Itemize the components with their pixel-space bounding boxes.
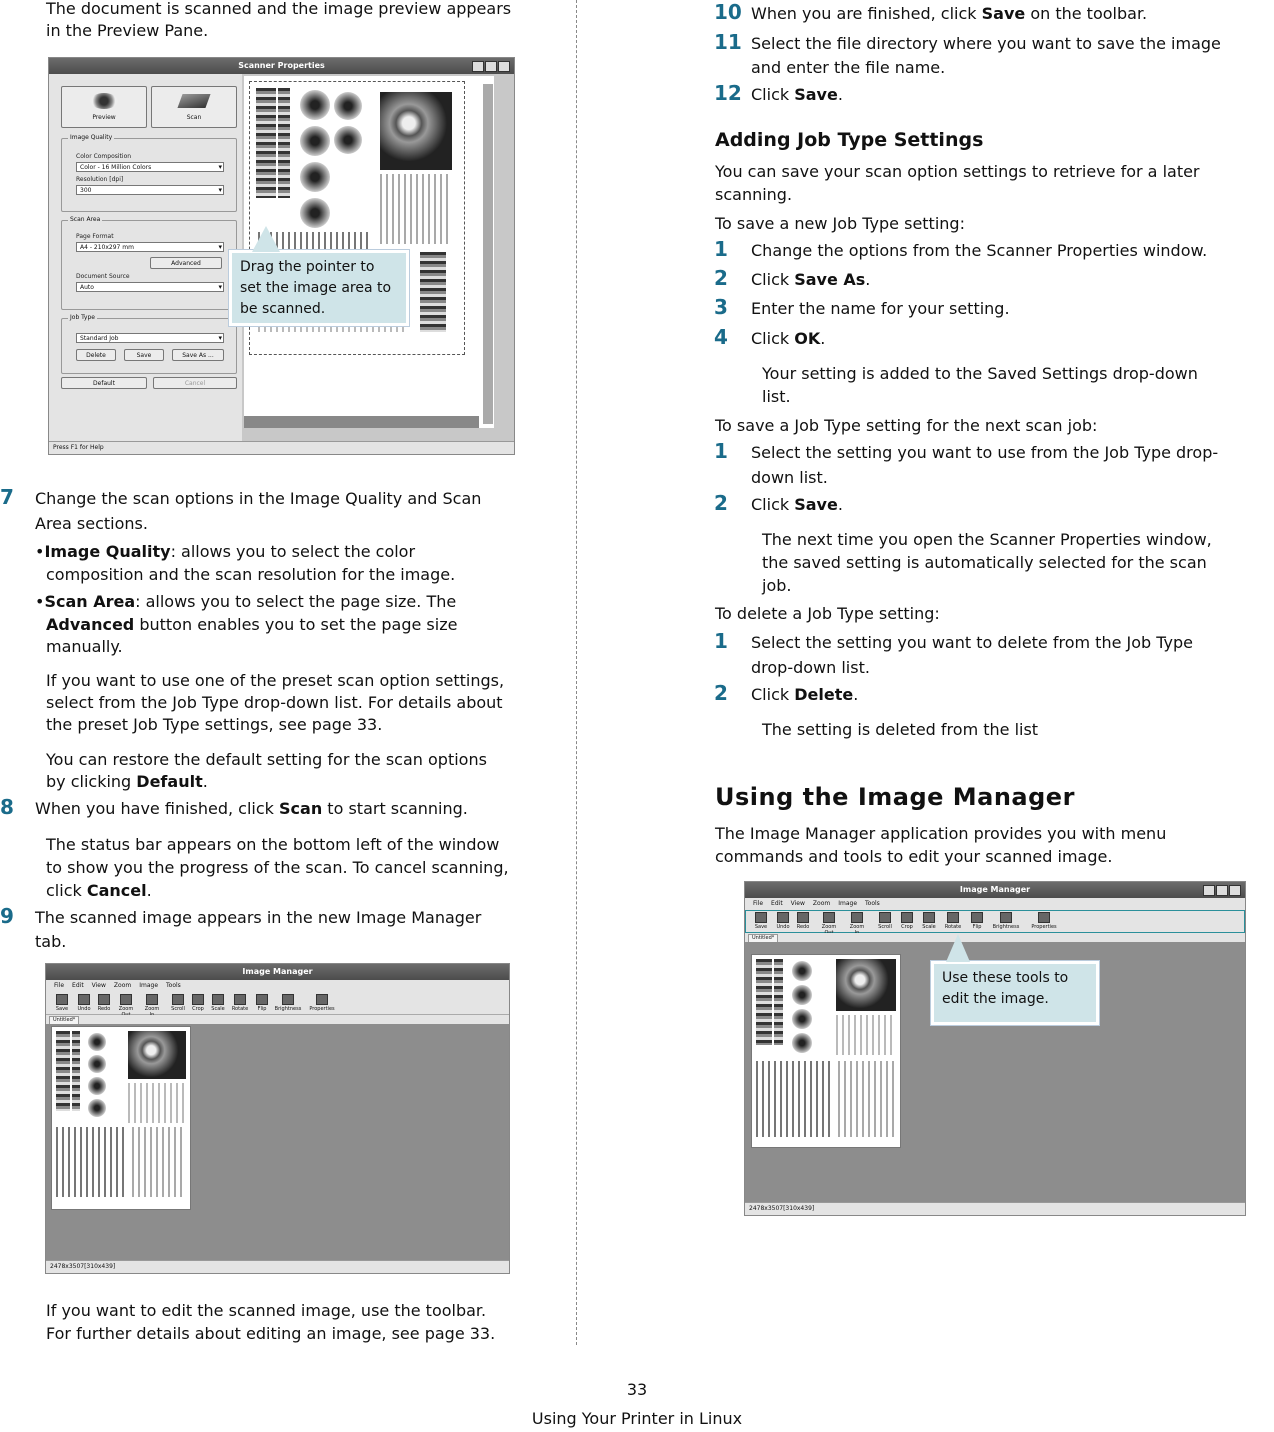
undo-tool-icon: Undo (773, 912, 793, 930)
statusbar-left: 2478x3507[310x439] (46, 1260, 509, 1273)
job-type-group: Job Type Standard Job ▾ Delete Save Save As ... (61, 318, 237, 374)
image-manager-screenshot-right (744, 881, 1246, 1216)
default-button: Default (61, 377, 147, 389)
page-number: 33 (626, 1380, 648, 1399)
scan-button: Scan (151, 86, 237, 128)
zoom-in-tool-icon: Zoom (142, 994, 162, 1012)
restore-line-2: by clicking Default. (46, 772, 208, 791)
save-next-step-1-number: 1 (714, 439, 728, 463)
save-next-step-2: Click Save. (751, 495, 843, 514)
step-9-line-2: tab. (35, 932, 67, 951)
statusbar-right: 2478x3507[310x439] (745, 1202, 1245, 1215)
step-7-line-2: Area sections. (35, 514, 148, 533)
delete-step-1-line-2: drop-down list. (751, 658, 870, 677)
step-8-text: When you have finished, click Scan to start scanning. (35, 799, 468, 818)
crop-tool-icon: Crop (188, 994, 208, 1012)
save-new-step-2: Click Save As. (751, 270, 871, 289)
save-new-step-3-number: 3 (714, 295, 728, 319)
scan-area-group: Scan Area Page Format A4 - 210x297 mm ▾ Advanced Document Source Auto ▾ (61, 220, 237, 310)
heading-using-image-manager: Using the Image Manager (715, 783, 1075, 811)
close-icon (498, 61, 510, 72)
to-delete: To delete a Job Type setting: (715, 604, 940, 623)
im-para-line-2: commands and tools to edit your scanned image. (715, 847, 1113, 866)
document-source-select: Auto ▾ (76, 282, 224, 292)
status-line-3: click Cancel. (46, 881, 152, 900)
menubar-left: File Edit View Zoom Image Tools (46, 980, 509, 992)
job-para-line-2: scanning. (715, 185, 793, 204)
color-composition-select: Color - 16 Million Colors ▾ (76, 162, 224, 172)
bullet-image-quality-line-2: composition and the scan resolution for the image. (46, 565, 456, 584)
step-7-line-1: Change the scan options in the Image Quality and Scan (35, 489, 482, 508)
intro-line-2: in the Preview Pane. (46, 21, 209, 40)
minimize-icon (1203, 885, 1215, 896)
maximize-icon (485, 61, 497, 72)
vertical-scrollbar (483, 84, 493, 424)
footer-title: Using Your Printer in Linux (531, 1409, 743, 1428)
step-10-text: When you are finished, click Save on the toolbar. (751, 4, 1148, 23)
deleted-note: The setting is deleted from the list (762, 720, 1039, 739)
toolbar-right (745, 910, 1245, 933)
save-next-step-1-line-1: Select the setting you want to use from the Job Type drop- (751, 443, 1219, 462)
advanced-button: Advanced (150, 257, 222, 269)
scroll-tool-icon: Scroll (168, 994, 188, 1012)
job-type-select: Standard Job ▾ (76, 333, 224, 343)
preset-line-1: If you want to use one of the preset scan option settings, (46, 671, 505, 690)
redo-tool-icon: Redo (793, 912, 813, 930)
save-button: Save (124, 349, 164, 361)
menubar-right: File Edit View Zoom Image Tools (745, 898, 1245, 910)
image-quality-group: Image Quality Color Composition Color - 16 Million Colors ▾ Resolution [dpi] 300 ▾ (61, 138, 237, 212)
restore-line-1: You can restore the default setting for the scan options (46, 750, 487, 769)
delete-step-1-line-1: Select the setting you want to delete from the Job Type (751, 633, 1194, 652)
crop-tool-icon: Crop (897, 912, 917, 930)
callout-pointer (252, 226, 280, 252)
step-7-number: 7 (0, 485, 14, 509)
minimize-icon (472, 61, 484, 72)
step-10-number: 10 (714, 0, 742, 24)
step-12-number: 12 (714, 81, 742, 105)
image-manager-screenshot-left (45, 963, 510, 1274)
zoom-out-tool-icon: Zoom (116, 994, 136, 1012)
image-manager-title-right: Image Manager (745, 882, 1245, 898)
scanned-image-right (751, 954, 901, 1148)
save-next-step-2-number: 2 (714, 491, 728, 515)
tabbar-left: Untitled* (46, 1015, 509, 1024)
cancel-button: Cancel (153, 377, 237, 389)
intro-line-1: The document is scanned and the image preview appears (46, 0, 512, 18)
step-9-number: 9 (0, 904, 14, 928)
image-manager-title-left: Image Manager (46, 964, 509, 980)
tools-callout: Use these tools to edit the image. (931, 961, 1099, 1025)
scale-tool-icon: Scale (919, 912, 939, 930)
eye-icon (90, 93, 118, 109)
next-time-line-1: The next time you open the Scanner Properties window, (762, 530, 1212, 549)
toolbar-left (46, 992, 509, 1015)
zoom-in-tool-icon: Zoom (847, 912, 867, 930)
edit-line-2: For further details about editing an image, see page 33. (46, 1324, 496, 1343)
save-tool-icon: Save (52, 994, 72, 1012)
rotate-tool-icon: Rotate (943, 912, 963, 930)
save-tool-icon: Save (751, 912, 771, 930)
scroll-tool-icon: Scroll (875, 912, 895, 930)
save-new-step-1: Change the options from the Scanner Properties window. (751, 241, 1208, 260)
im-para-line-1: The Image Manager application provides you with menu (715, 824, 1167, 843)
delete-button: Delete (76, 349, 116, 361)
redo-tool-icon: Redo (94, 994, 114, 1012)
resolution-select: 300 ▾ (76, 185, 224, 195)
step-11-line-2: and enter the file name. (751, 58, 946, 77)
preset-line-3: the preset Job Type settings, see page 33. (46, 715, 383, 734)
job-para-line-1: You can save your scan option settings to retrieve for a later (715, 162, 1200, 181)
added-line-1: Your setting is added to the Saved Settings drop-down (762, 364, 1198, 383)
brightness-tool-icon: Brightness (991, 912, 1021, 930)
page-format-select: A4 - 210x297 mm ▾ (76, 242, 224, 252)
flip-tool-icon: Flip (967, 912, 987, 930)
step-12-text: Click Save. (751, 85, 843, 104)
zoom-out-tool-icon: Zoom (819, 912, 839, 930)
save-new-step-3: Enter the name for your setting. (751, 299, 1010, 318)
properties-tool-icon: Properties (308, 994, 336, 1012)
to-save-new: To save a new Job Type setting: (715, 214, 965, 233)
heading-adding-job-type: Adding Job Type Settings (715, 129, 984, 151)
bullet-image-quality: •Image Quality: allows you to select the color (35, 542, 416, 561)
rotate-tool-icon: Rotate (230, 994, 250, 1012)
scanner-title: Scanner Properties (49, 58, 514, 74)
save-new-step-2-number: 2 (714, 266, 728, 290)
save-new-step-4-number: 4 (714, 325, 728, 349)
scanner-icon (177, 94, 210, 108)
bullet-scan-area: •Scan Area: allows you to select the page size. The (35, 592, 457, 611)
tools-callout-pointer (946, 934, 970, 962)
tabbar-right: Untitled* (745, 933, 1245, 942)
maximize-icon (1216, 885, 1228, 896)
step-8-number: 8 (0, 795, 14, 819)
delete-step-2-number: 2 (714, 681, 728, 705)
delete-step-2: Click Delete. (751, 685, 859, 704)
scanned-image-left (51, 1026, 191, 1210)
next-time-line-2: the saved setting is automatically selected for the scan (762, 553, 1207, 572)
save-next-step-1-line-2: down list. (751, 468, 828, 487)
brightness-tool-icon: Brightness (274, 994, 302, 1012)
preview-button: Preview (61, 86, 147, 128)
save-new-step-4: Click OK. (751, 329, 826, 348)
status-line-1: The status bar appears on the bottom left of the window (46, 835, 500, 854)
drag-pointer-callout: Drag the pointer to set the image area to be scanned. (229, 250, 409, 326)
scanner-statusbar: Press F1 for Help (49, 441, 514, 454)
delete-step-1-number: 1 (714, 629, 728, 653)
status-line-2: to show you the progress of the scan. To cancel scanning, (46, 858, 509, 877)
undo-tool-icon: Undo (74, 994, 94, 1012)
to-save-next: To save a Job Type setting for the next scan job: (715, 416, 1098, 435)
step-11-number: 11 (714, 30, 742, 54)
bullet-scan-area-line-2: Advanced button enables you to set the page size (46, 615, 458, 634)
step-9-line-1: The scanned image appears in the new Image Manager (35, 908, 482, 927)
added-line-2: list. (762, 387, 791, 406)
save-new-step-1-number: 1 (714, 237, 728, 261)
properties-tool-icon: Properties (1029, 912, 1059, 930)
bullet-scan-area-line-3: manually. (46, 637, 123, 656)
preset-line-2: select from the Job Type drop-down list. For details about (46, 693, 503, 712)
column-divider (576, 0, 577, 1345)
close-icon (1229, 885, 1241, 896)
step-11-line-1: Select the file directory where you want to save the image (751, 34, 1221, 53)
save-as-button: Save As ... (172, 349, 224, 361)
flip-tool-icon: Flip (252, 994, 272, 1012)
scale-tool-icon: Scale (208, 994, 228, 1012)
next-time-line-3: job. (762, 576, 792, 595)
edit-line-1: If you want to edit the scanned image, use the toolbar. (46, 1301, 487, 1320)
